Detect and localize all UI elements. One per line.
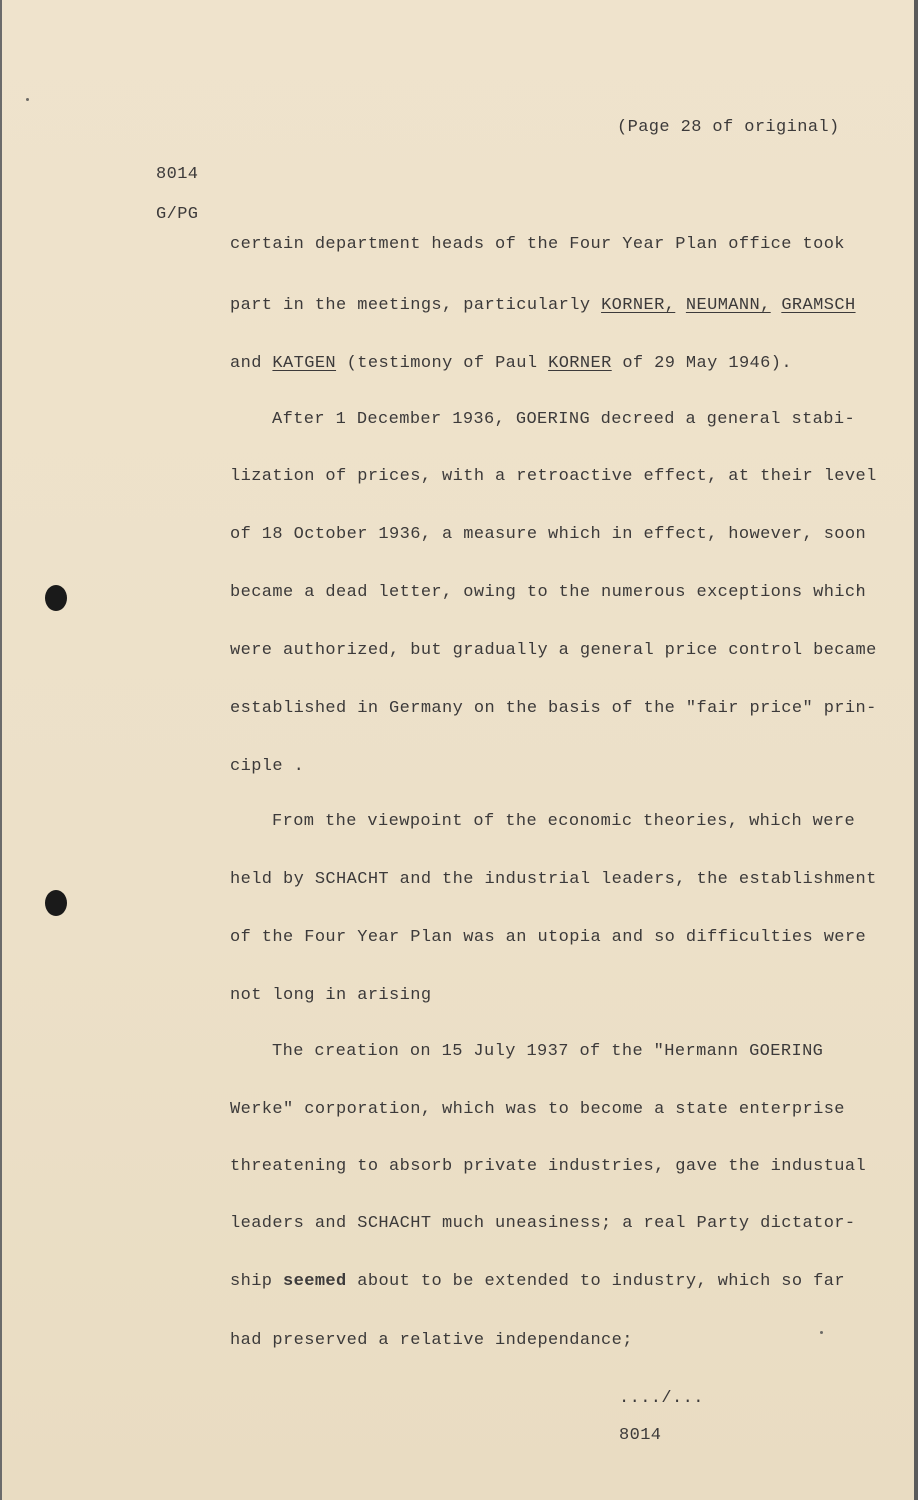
text-line: held by SCHACHT and the industrial leaders, the establishment: [230, 870, 877, 889]
text-line: After 1 December 1936, GOERING decreed a general stabi-: [272, 410, 856, 429]
underlined-name: NEUMANN,: [685, 296, 771, 315]
underlined-name: KORNER: [548, 354, 612, 373]
text-line: The creation on 15 July 1937 of the "Hermann GOERING: [272, 1042, 824, 1061]
scan-edge-left: [0, 0, 2, 1500]
text-line: leaders and SCHACHT much uneasiness; a real Party dictator-: [230, 1214, 856, 1233]
bold-word: seemed: [283, 1272, 347, 1291]
punch-hole-lower: [45, 890, 67, 916]
text-line: certain department heads of the Four Year Plan office took: [230, 235, 845, 254]
document-code: G/PG: [156, 205, 199, 224]
text-line: Werke" corporation, which was to become a state enterprise: [230, 1100, 845, 1119]
text-line: of 18 October 1936, a measure which in effect, however, soon: [230, 525, 867, 544]
text-line: of the Four Year Plan was an utopia and so difficulties were: [230, 928, 867, 947]
text-line: were authorized, but gradually a general price control became: [230, 641, 877, 660]
text-line: From the viewpoint of the economic theories, which were: [272, 812, 856, 831]
text-line: became a dead letter, owing to the numerous exceptions which: [230, 583, 867, 602]
underlined-name: KATGEN: [272, 354, 337, 373]
text-line: and KATGEN (testimony of Paul KORNER of 29 May 1946).: [230, 354, 792, 373]
footer-document-number: 8014: [619, 1426, 662, 1445]
underlined-name: KORNER,: [601, 296, 676, 315]
punch-hole-upper: [45, 585, 67, 611]
text-line: ship seemed about to be extended to industry, which so far: [230, 1272, 845, 1291]
text-line: lization of prices, with a retroactive effect, at their level: [230, 467, 877, 486]
continuation-marker: ..../...: [619, 1389, 704, 1408]
text-line: threatening to absorb private industries, gave the industual: [230, 1157, 867, 1176]
text-line: ciple .: [230, 757, 305, 776]
scan-edge-right: [914, 0, 918, 1500]
scan-speck: [820, 1331, 823, 1334]
document-number: 8014: [156, 165, 199, 184]
scan-speck: [26, 98, 29, 101]
page-reference: (Page 28 of original): [617, 118, 840, 137]
text-line: not long in arising: [230, 986, 432, 1005]
text-line: part in the meetings, particularly KORNER, NEUMANN, GRAMSCH: [230, 296, 856, 315]
text-line: established in Germany on the basis of the "fair price" prin-: [230, 699, 877, 718]
underlined-name: GRAMSCH: [781, 296, 856, 315]
text-line: had preserved a relative independance;: [230, 1331, 633, 1350]
